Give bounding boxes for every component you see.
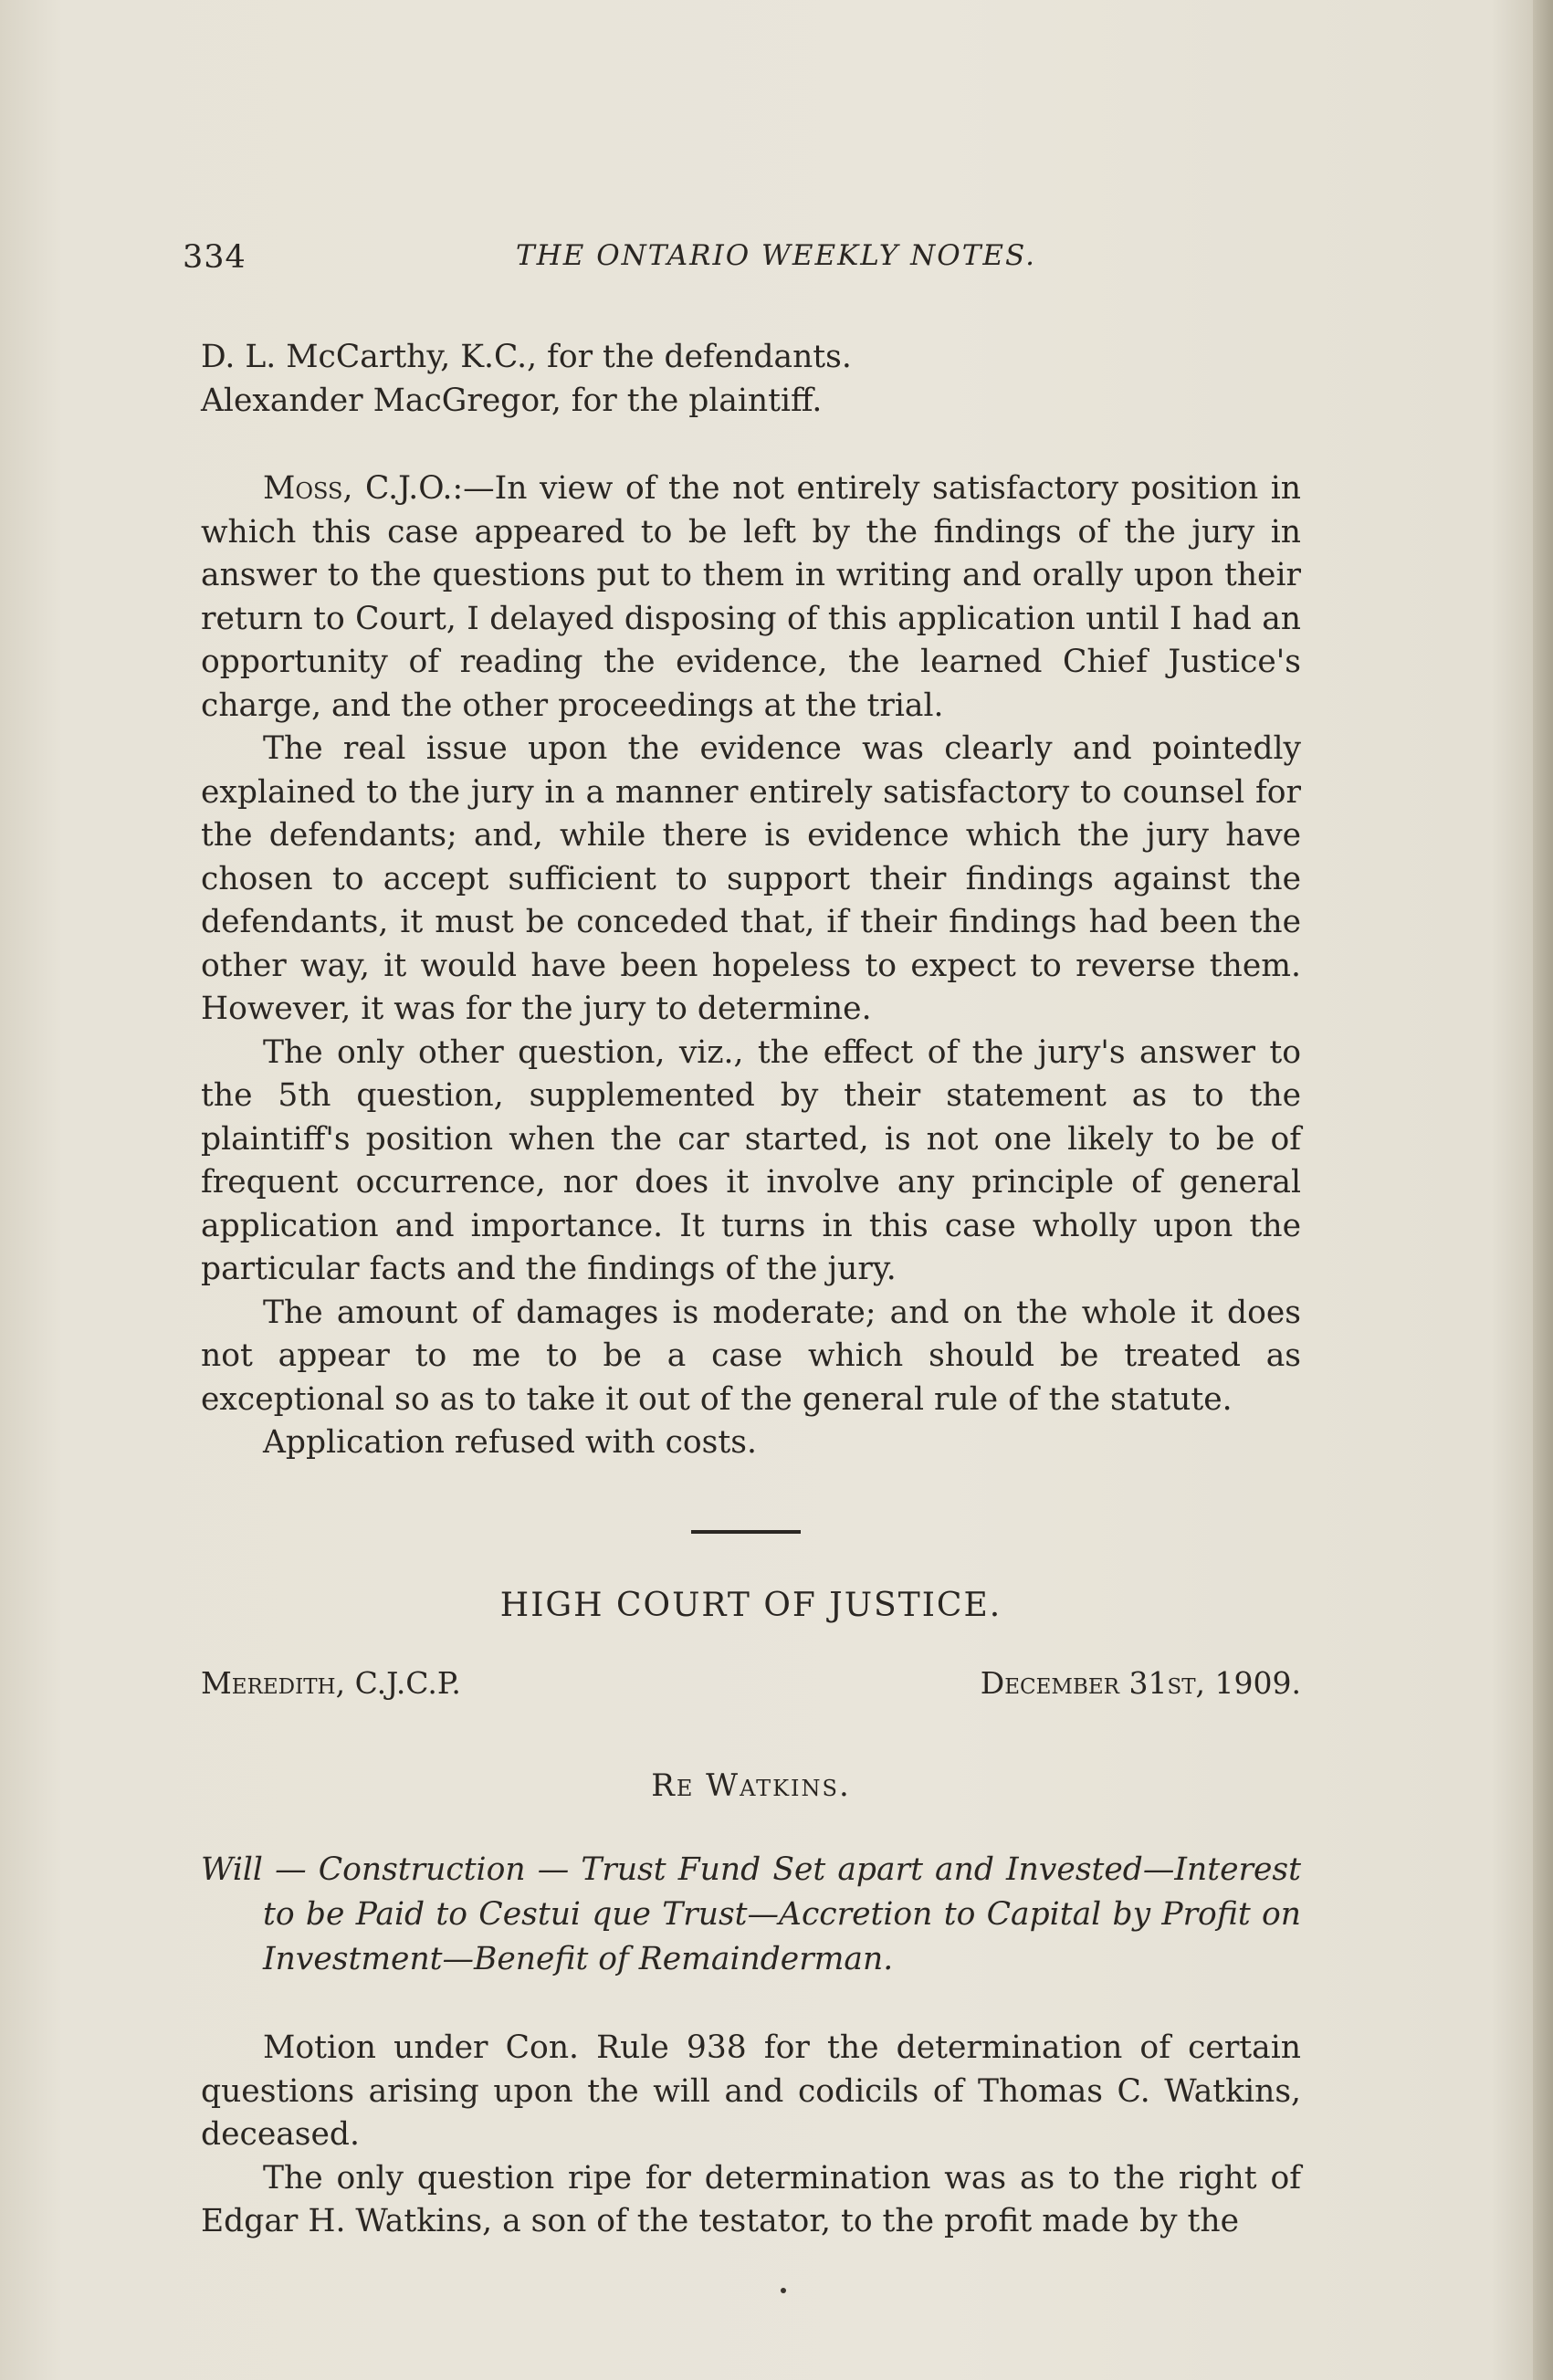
presiding-judge: Meredith, C.J.C.P. bbox=[201, 1665, 461, 1701]
judgment-disposition: Application refused with costs. bbox=[263, 1424, 757, 1461]
counsel-defendants: D. L. McCarthy, K.C., for the defendants. bbox=[201, 339, 852, 375]
page-edge bbox=[1533, 0, 1553, 2380]
judge-date-line bbox=[201, 1665, 1301, 1709]
counsel-block bbox=[201, 336, 1301, 423]
body-paragraph: Motion under Con. Rule 938 for the determination of certain questions arising upon the will and codicils of Thomas C. Watkins, deceased. bbox=[201, 2029, 1301, 2153]
running-header bbox=[183, 239, 1301, 285]
page-number: 334 bbox=[183, 239, 247, 276]
print-mark bbox=[781, 2288, 786, 2293]
running-title: THE ONTARIO WEEKLY NOTES. bbox=[516, 239, 1036, 272]
judgment-text bbox=[201, 467, 1301, 1465]
counsel-plaintiff: Alexander MacGregor, for the plaintiff. bbox=[201, 382, 823, 419]
case-body bbox=[201, 2027, 1301, 2244]
judgment-paragraph: The real issue upon the evidence was clearly and pointedly explained to the jury in a manner entirely satisfactory to counsel for the defendants; and, while there is evidence which the jury have chosen to accept sufficient to support their findings against the defendants, it must be conceded that, if their findings had been the other way, it would have been hopeless to expect to reverse them. However, it was for the jury to determine. bbox=[201, 730, 1301, 1027]
judgment-paragraph: The only other question, viz., the effect of the jury's answer to the 5th question, supplemented by their statement as to the plaintiff's position when the car started, is not one likely to be of frequent occurrence, nor does it involve any principle of general application and importance. It turns in this case wholly upon the particular facts and the findings of the jury. bbox=[201, 1033, 1301, 1287]
court-heading: HIGH COURT OF JUSTICE. bbox=[499, 1587, 1002, 1624]
judge-name: Moss, C.J.O. bbox=[263, 470, 453, 507]
decision-date: December 31st, 1909. bbox=[980, 1665, 1301, 1701]
headnote: Will — Construction — Trust Fund Set apart and Invested—Interest to be Paid to Cestui que Trust—Accretion to Capital by Profit on Investment—Benefit of Remainderman. bbox=[201, 1851, 1301, 1977]
judgment-opening-text: :—In view of the not entirely satisfactory position in which this case appeared to be left by the findings of the jury in answer to the questions put to them in writing and orally upon their return to Court, I delayed disposing of this application until I had an opportunity of reading the evidence, the learned Chief Justice's charge, and the other proceedings at the trial. bbox=[201, 470, 1301, 724]
judgment-opening-paragraph bbox=[201, 467, 1301, 728]
body-paragraph: The only question ripe for determination was as to the right of Edgar H. Watkins, a son of the testator, to the profit made by the bbox=[201, 2159, 1301, 2239]
judgment-paragraph: The amount of damages is moderate; and on the whole it does not appear to me to be a case which should be treated as exceptional so as to take it out of the general rule of the statute. bbox=[201, 1294, 1301, 1418]
case-title: Re Watkins. bbox=[651, 1767, 851, 1804]
section-divider bbox=[691, 1530, 801, 1534]
